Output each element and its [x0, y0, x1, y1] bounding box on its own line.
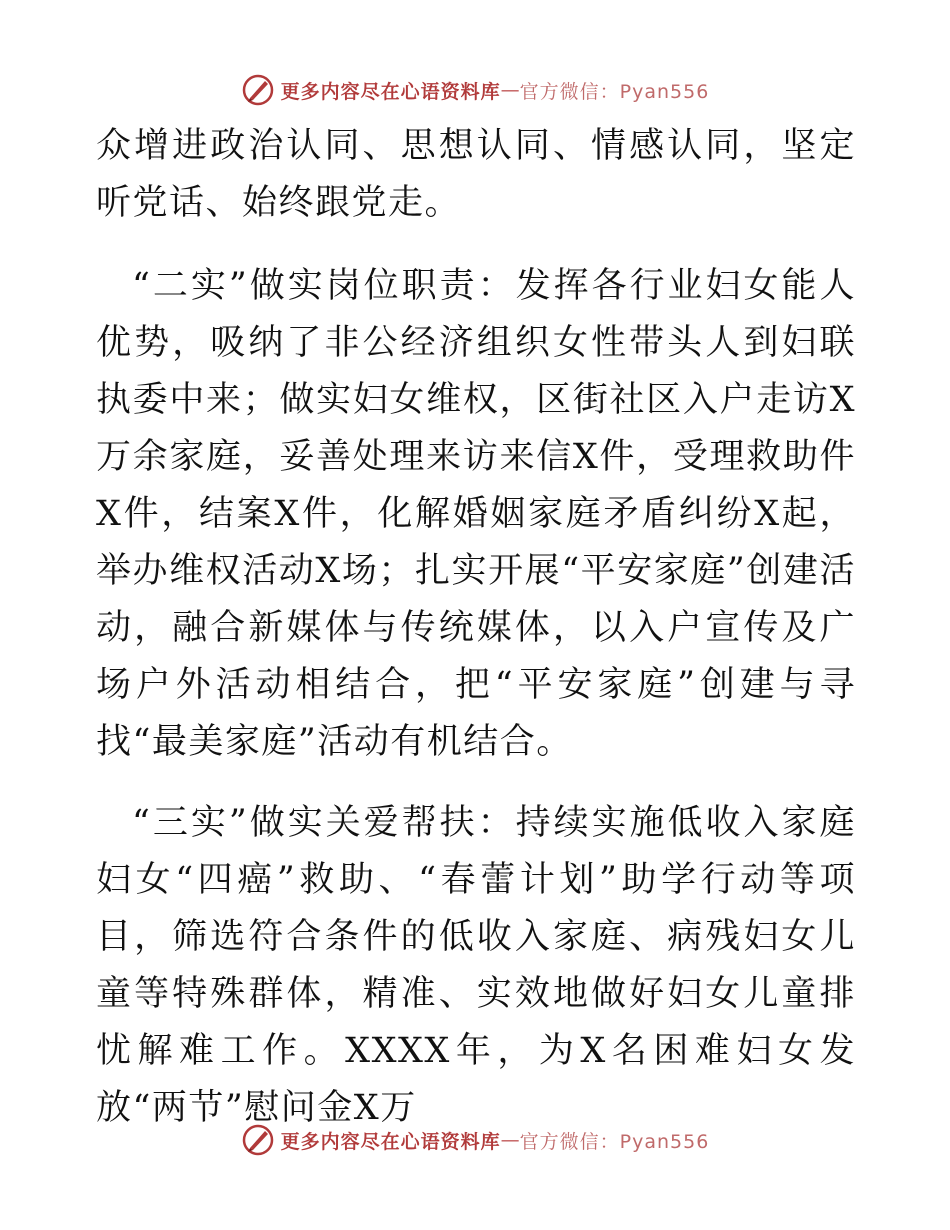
pen-logo-icon [241, 1123, 275, 1157]
watermark-main-text: 更多内容尽在心语资料库 [280, 80, 501, 103]
watermark-dash: — [500, 1129, 520, 1151]
watermark-wechat-text: 官方微信：Pyan556 [519, 1130, 710, 1153]
paragraph-3: “三实”做实关爱帮扶：持续实施低收入家庭妇女“四癌”救助、“春蕾计划”助学行动等项目，筛选符合条件的低收入家庭、病残妇女儿童等特殊群体，精准、实效地做好妇女儿童排忧解难工作。XXXX年，为X名困难妇女发放“两节”慰问金X万 [96, 803, 856, 1128]
pen-logo-icon [241, 73, 275, 107]
paragraph-2: “二实”做实岗位职责：发挥各行业妇女能人优势，吸纳了非公经济组织女性带头人到妇联执委中来；做实妇女维权，区街社区入户走访X万余家庭，妥善处理来访来信X件，受理救助件X件，结案X件，化解婚姻家庭矛盾纠纷X起，举办维权活动X场；扎实开展“平安家庭”创建活动，融合新媒体与传统媒体，以入户宣传及广场户外活动相结合，把“平安家庭”创建与寻找“最美家庭”活动有机结合。 [96, 266, 856, 762]
watermark-wechat-text: 官方微信：Pyan556 [519, 80, 710, 103]
watermark-main-text: 更多内容尽在心语资料库 [280, 1130, 501, 1153]
watermark-dash: — [500, 79, 520, 101]
paragraph-1: 众增进政治认同、思想认同、情感认同，坚定听党话、始终跟党走。 [96, 126, 856, 223]
header-watermark [0, 70, 950, 110]
document-body [96, 118, 856, 1137]
footer-watermark [0, 1120, 950, 1160]
